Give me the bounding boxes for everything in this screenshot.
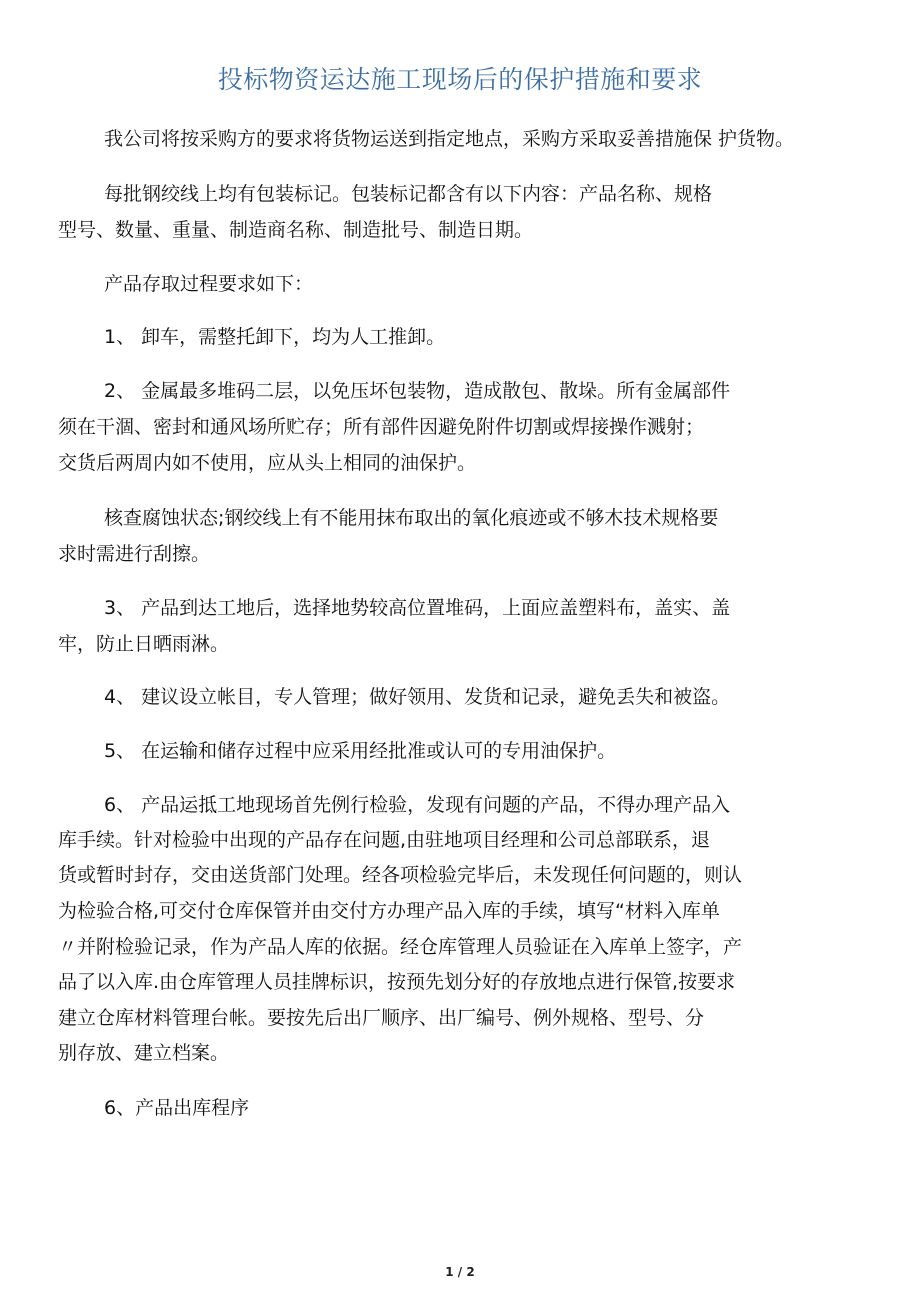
list-item-2-line-1: 2、 金属最多堆码二层，以免压坏包装物，造成散包、散垛。所有金属部件	[104, 380, 731, 402]
list-item-6-line-4: 为检验合格,可交付仓库保管并由交付方办理产品入库的手续，填写“材料入库单	[58, 900, 720, 922]
list-item-6-line-3: 货或暂时封存，交由送货部门处理。经各项检验完毕后，未发现任何问题的，则认	[58, 864, 743, 886]
list-item-2-line-2: 须在干涸、密封和通风场所贮存；所有部件因避免附件切割或焊接操作溅射；	[58, 416, 705, 438]
document-title: 投标物资运达施工现场后的保护措施和要求	[217, 65, 703, 94]
list-item-6-line-1: 6、 产品运抵工地现场首先例行检验，发现有问题的产品，不得办理产品入	[104, 794, 731, 816]
paragraph-3-line-1: 产品存取过程要求如下：	[104, 273, 314, 295]
page-number: 1 / 2	[445, 1265, 475, 1279]
paragraph-corrosion-line-2: 求时需进行刮擦。	[58, 543, 211, 565]
paragraph-2-line-2: 型号、数量、重量、制造商名称、制造批号、制造日期。	[58, 219, 534, 241]
list-item-4: 4、 建议设立帐目，专人管理；做好领用、发货和记录，避免丢失和被盗。	[104, 686, 731, 708]
paragraph-corrosion-line-1: 核查腐蚀状态;钢绞线上有不能用抹布取出的氧化痕迹或不够木技术规格要	[104, 507, 719, 529]
paragraph-2-line-1: 每批钢绞线上均有包装标记。包装标记都含有以下内容：产品名称、规格	[104, 183, 713, 205]
list-item-3-line-1: 3、 产品到达工地后，选择地势较高位置堆码，上面应盖塑料布，盖实、盖	[104, 597, 731, 619]
list-item-6-line-6: 品了以入库.由仓库管理人员挂牌标识，按预先划分好的存放地点进行保管,按要求	[58, 971, 736, 993]
list-item-1: 1、 卸车，需整托卸下，均为人工推卸。	[104, 326, 446, 348]
paragraph-1-line-1: 我公司将按采购方的要求将货物运送到指定地点，采购方采取妥善措施保 护货物。	[104, 128, 795, 150]
section-heading-outbound: 6、产品出库程序	[104, 1097, 250, 1119]
list-item-5: 5、 在运输和储存过程中应采用经批准或认可的专用油保护。	[104, 740, 617, 762]
list-item-6-line-8: 别存放、建立档案。	[58, 1042, 230, 1064]
list-item-6-line-7: 建立仓库材料管理台帐。要按先后出厂顺序、出厂编号、例外规格、型号、分	[58, 1007, 705, 1029]
list-item-6-line-5: 〃并附检验记录，作为产品人库的依据。经仓库管理人员验证在入库单上签字，产	[58, 936, 743, 958]
list-item-3-line-2: 牢，防止日晒雨淋。	[58, 633, 230, 655]
list-item-2-line-3: 交货后两周内如不使用，应从头上相同的油保护。	[58, 452, 477, 474]
list-item-6-line-2: 库手续。针对检验中出现的产品存在问题,由驻地项目经理和公司总部联系，退	[58, 829, 711, 851]
